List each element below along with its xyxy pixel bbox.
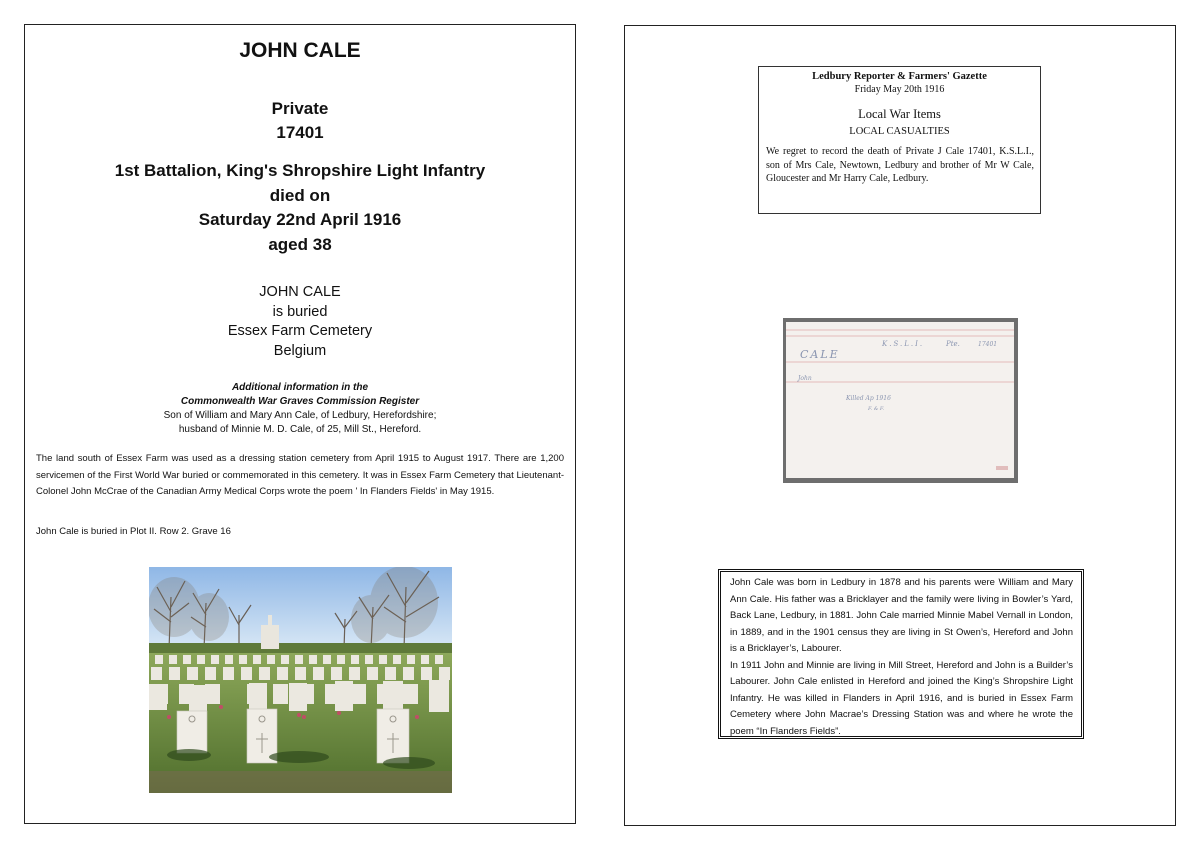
unit: 1st Battalion, King's Shropshire Light Infantry — [114, 161, 486, 180]
burial-block — [25, 283, 575, 361]
newspaper-clipping — [758, 66, 1041, 214]
cwgc-line-2: husband of Minnie M. D. Cale, of 25, Mill St., Hereford. — [178, 424, 422, 435]
biography-paragraph-1: John Cale was born in Ledbury in 1878 and his parents were William and Mary Ann Cale. His father was a Bricklayer and the family were living in Bowler’s Yard, Back Lane, Ledbury, in 1881. John Cale married Minnie Mabel Vernall in London, in 1889, and in the 1901 census they are living in St Owen’s, Hereford and John is a Bricklayer’s, Labourer. — [730, 577, 1073, 654]
card-first-name: John — [798, 375, 812, 382]
is-buried-label: is buried — [272, 303, 328, 320]
medal-card-paper — [786, 322, 1014, 478]
card-number: 17401 — [978, 341, 998, 348]
service-number: 17401 — [276, 123, 324, 142]
clipping-body: We regret to record the death of Private J Cale 17401, K.S.L.I., son of Mrs Cale, Newtown, Ledbury and brother of Mr W Cale, Gloucester and Mr Harry Cale, Ledbury. — [766, 146, 1034, 184]
medal-index-card — [783, 318, 1018, 483]
card-surname: CALE — [800, 348, 840, 361]
cwgc-heading-1: Additional information in the — [231, 382, 369, 393]
cemetery-photo — [149, 567, 452, 793]
rank: Private — [271, 99, 329, 118]
unit-block — [25, 159, 575, 257]
cemetery-history-paragraph: The land south of Essex Farm was used as a dressing station cemetery from April 1915 to August 1917. There are 1,200 servicemen of the First World War buried or commemorated in this cemetery. It was in Essex Farm Cemetery that Lieutenant-Colonel John McCrae of the Canadian Army Medical Corps wrote the poem ' In Flanders Fields' in May 1915. — [36, 453, 564, 497]
soldier-name-title: JOHN CALE — [239, 39, 361, 62]
publication-date: Friday May 20th 1916 — [854, 84, 945, 95]
death-date: Saturday 22nd April 1916 — [198, 210, 402, 229]
grave-location-paragraph: John Cale is buried in Plot II. Row 2. Grave 16 — [36, 526, 231, 537]
card-rank: Pte. — [946, 340, 960, 348]
biography-paragraph-2: In 1911 John and Minnie are living in Mill Street, Hereford and John is a Builder’s Labourer. John Cale enlisted in Hereford and joined the King’s Shropshire Light Infantry. He was killed in Flanders in April 1916, and is buried in Essex Farm Cemetery where John Macrae’s Dressing Station was and where he wrote the poem “In Flanders Fields”. — [730, 659, 1073, 737]
cwgc-line-1: Son of William and Mary Ann Cale, of Ledbury, Herefordshire; — [163, 410, 437, 421]
cwgc-info — [25, 381, 575, 437]
died-on-label: died on — [269, 185, 331, 205]
burial-name: JOHN CALE — [259, 284, 341, 300]
country: Belgium — [273, 342, 327, 359]
publication-name: Ledbury Reporter & Farmers' Gazette — [812, 71, 987, 82]
card-unit: K.S.L.I. — [882, 340, 925, 348]
right-page — [624, 25, 1176, 826]
card-note-2: F. & F. — [868, 406, 885, 412]
biography-box — [718, 569, 1084, 739]
rank-block — [25, 97, 575, 145]
cemetery-name: Essex Farm Cemetery — [227, 323, 373, 339]
cwgc-heading-2: Commonwealth War Graves Commission Register — [180, 396, 420, 407]
card-note-1: Killed Ap 1916 — [846, 395, 891, 402]
clipping-subheading: LOCAL CASUALTIES — [849, 126, 950, 137]
clipping-heading: Local War Items — [858, 107, 941, 121]
age: aged 38 — [268, 234, 332, 254]
left-page — [24, 24, 576, 824]
